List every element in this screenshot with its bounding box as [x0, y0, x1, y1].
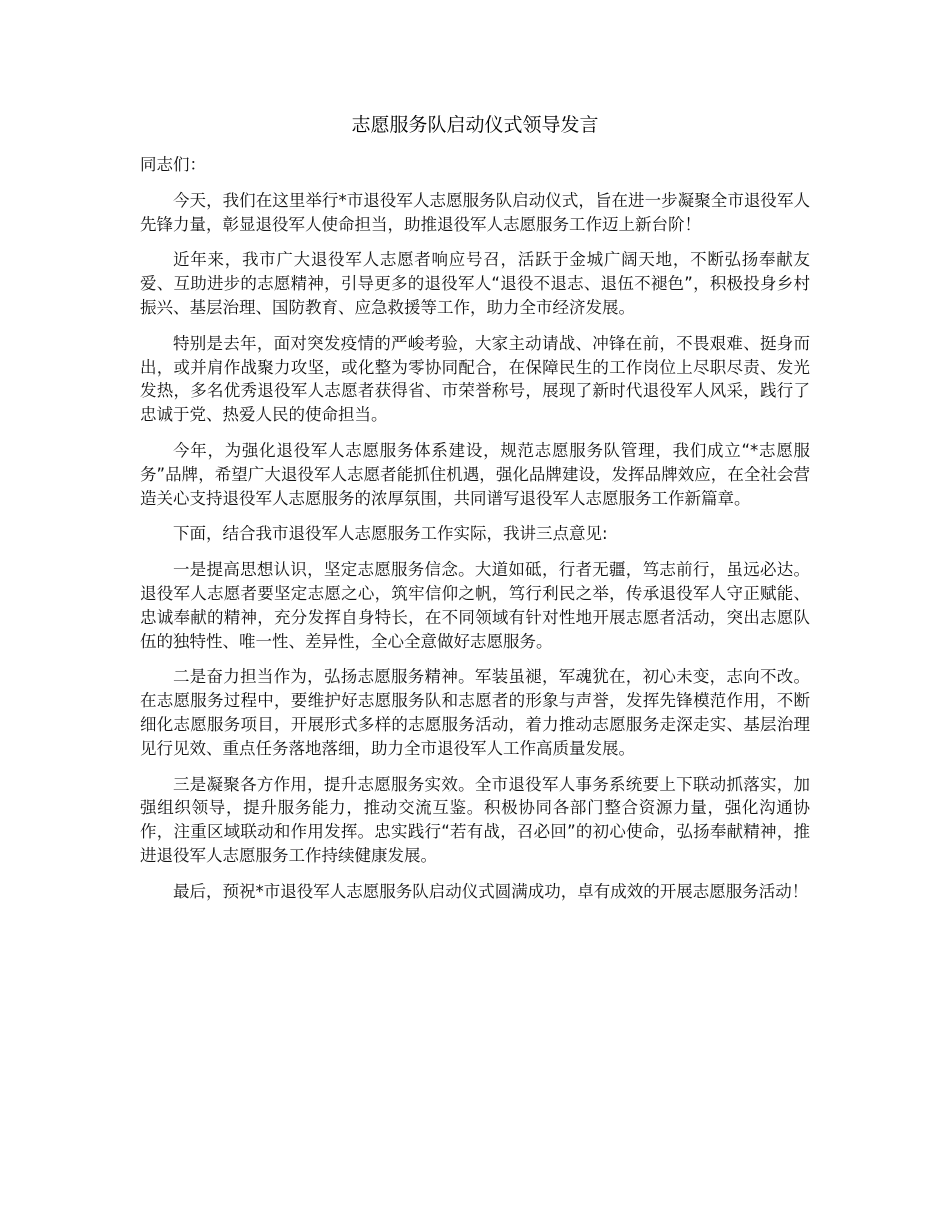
paragraph-intro-points: 下面，结合我市退役军人志愿服务工作实际，我讲三点意见: — [173, 524, 608, 544]
salutation: 同志们： — [140, 155, 206, 174]
document-title: 志愿服务队启动仪式领导发言 — [351, 114, 599, 136]
paragraph-last-year: 特别是去年，面对突发疫情的严峻考验，大家主动请战、冲锋在前，不畏艰难、挺身而出，或并肩作战聚力攻坚，或化整为零协同配合，在保障民生的工作岗位上尽职尽责、发光发热，多名优秀退役军人志愿者获得省、市荣誉称号，展现了新时代退役军人风采，践行了忠诚于党、热爱人民的使命担当。 — [140, 333, 810, 425]
paragraph-opening: 今天，我们在这里举行*市退役军人志愿服务队启动仪式，旨在进一步凝聚全市退役军人先锋力量，彰显退役军人使命担当，助推退役军人志愿服务工作迈上新台阶！ — [140, 190, 810, 234]
paragraph-point-two: 二是奋力担当作为，弘扬志愿服务精神。军装虽褪，军魂犹在，初心未变，志向不改。在志愿服务过程中，要维护好志愿服务队和志愿者的形象与声誉，发挥先锋模范作用，不断细化志愿服务项目，开展形式多样的志愿服务活动，着力推动志愿服务走深走实、基层治理见行见效、重点任务落地落细，助力全市退役军人工作高质量发展。 — [140, 667, 810, 758]
paragraph-this-year: 今年，为强化退役军人志愿服务体系建设，规范志愿服务队管理，我们成立“*志愿服务”品牌，希望广大退役军人志愿者能抓住机遇，强化品牌建设，发挥品牌效应，在全社会营造关心支持退役军人志愿服务的浓厚氛围，共同谱写退役军人志愿服务工作新篇章。 — [140, 440, 810, 508]
paragraph-point-one: 一是提高思想认识，坚定志愿服务信念。大道如砥，行者无疆，笃志前行，虽远必达。退役军人志愿者要坚定志愿之心，筑牢信仰之帆，笃行利民之举，传承退役军人守正赋能、忠诚奉献的精神，充分发挥自身特长，在不同领域有针对性地开展志愿者活动，突出志愿队伍的独特性、唯一性、差异性，全心全意做好志愿服务。 — [140, 560, 810, 651]
document-body — [140, 112, 810, 916]
paragraph-recent-years: 近年来，我市广大退役军人志愿者响应号召，活跃于金城广阔天地，不断弘扬奉献友爱、互助进步的志愿精神，引导更多的退役军人“退役不退志、退伍不褪色”，积极投身乡村振兴、基层治理、国防教育、应急救援等工作，助力全市经济发展。 — [140, 250, 810, 317]
paragraph-point-three: 三是凝聚各方作用，提升志愿服务实效。全市退役军人事务系统要上下联动抓落实，加强组织领导，提升服务能力，推动交流互鉴。积极协同各部门整合资源力量，强化沟通协作，注重区域联动和作用发挥。忠实践行“若有战，召必回”的初心使命，弘扬奉献精神，推进退役军人志愿服务工作持续健康发展。 — [140, 774, 810, 865]
paragraph-closing: 最后，预祝*市退役军人志愿服务队启动仪式圆满成功，卓有成效的开展志愿服务活动！ — [173, 881, 809, 901]
